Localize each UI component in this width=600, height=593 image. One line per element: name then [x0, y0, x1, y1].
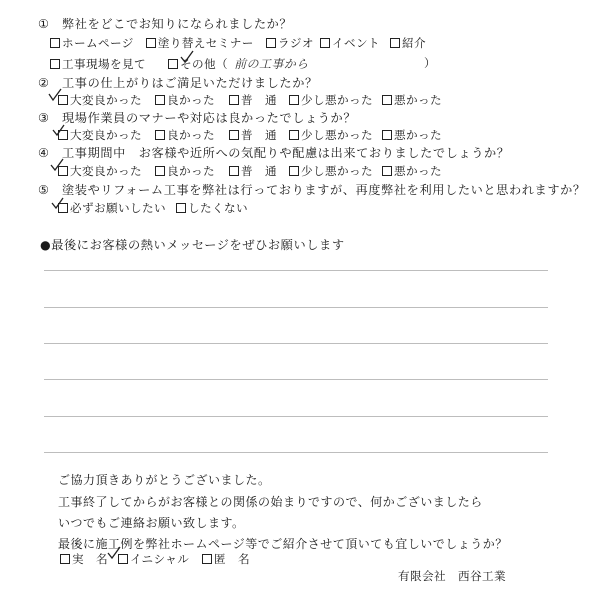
message-line[interactable] — [44, 452, 548, 453]
checkmark-icon — [50, 158, 64, 172]
checkbox-icon[interactable] — [60, 554, 70, 564]
closing-line-2: 工事終了してからがお客様との関係の始まりですので、何かございましたら — [58, 495, 483, 509]
checkmark-icon — [180, 50, 194, 64]
question-5 — [38, 181, 586, 198]
handwritten-answer: 前の工事から — [234, 57, 309, 71]
checkmark-icon — [51, 196, 65, 210]
message-line[interactable] — [44, 307, 548, 308]
closing-line-1: ご協力頂きありがとうございました。 — [58, 473, 271, 487]
option-good[interactable]: 良かった — [155, 92, 215, 108]
message-line[interactable] — [44, 343, 548, 344]
option-bad[interactable]: 悪かった — [382, 127, 442, 143]
question-number: ② — [38, 76, 50, 90]
checkbox-icon[interactable] — [320, 38, 330, 48]
option-definitely[interactable]: 必ずお願いしたい — [58, 200, 166, 216]
question-number: ① — [38, 17, 50, 31]
checkbox-icon[interactable] — [382, 95, 392, 105]
checkbox-icon[interactable] — [176, 203, 186, 213]
option-referral[interactable]: 紹介 — [390, 36, 426, 50]
checkbox-icon[interactable] — [50, 38, 60, 48]
question-text: 工事期間中 お客様や近所への気配りや配慮は出来ておりましたでしょうか？ — [62, 146, 510, 160]
message-line[interactable] — [44, 416, 548, 417]
option-very-good[interactable]: 大変良かった — [58, 92, 142, 108]
option-anonymous[interactable]: 匿 名 — [202, 551, 250, 567]
message-line[interactable] — [44, 270, 548, 271]
checkbox-icon[interactable] — [266, 38, 276, 48]
checkbox-icon[interactable] — [229, 166, 239, 176]
other-close-paren: ） — [424, 56, 436, 70]
option-seminar[interactable]: 塗り替えセミナー — [146, 36, 254, 50]
checkbox-icon[interactable] — [289, 130, 299, 140]
checkbox-icon[interactable] — [390, 38, 400, 48]
option-initials[interactable]: イニシャル — [118, 551, 189, 567]
option-very-good[interactable]: 大変良かった — [58, 127, 142, 143]
option-other[interactable]: その他（ — [168, 57, 228, 71]
option-average[interactable]: 普 通 — [229, 92, 277, 108]
question-text: 弊社をどこでお知りになられましたか？ — [62, 17, 293, 31]
checkbox-icon[interactable] — [168, 59, 178, 69]
checkmark-icon — [107, 546, 121, 560]
checkbox-icon[interactable] — [229, 130, 239, 140]
question-text: 工事の仕上がりはご満足いただけましたか？ — [62, 76, 318, 90]
option-site[interactable]: 工事現場を見て — [50, 57, 146, 71]
checkbox-icon[interactable] — [202, 554, 212, 564]
option-event[interactable]: イベント — [320, 36, 380, 50]
option-real-name[interactable]: 実 名 — [60, 551, 108, 567]
checkbox-icon[interactable] — [289, 95, 299, 105]
option-slightly-bad[interactable]: 少し悪かった — [289, 127, 373, 143]
option-good[interactable]: 良かった — [155, 163, 215, 179]
checkmark-icon — [52, 123, 66, 137]
question-3 — [38, 109, 356, 126]
option-slightly-bad[interactable]: 少し悪かった — [289, 163, 373, 179]
option-good[interactable]: 良かった — [155, 127, 215, 143]
question-number: ⑤ — [38, 183, 50, 197]
question-text: 塗装やリフォーム工事を弊社は行っておりますが、再度弊社を利用したいと思われますか？ — [62, 183, 586, 197]
checkbox-icon[interactable] — [50, 59, 60, 69]
option-not-wanted[interactable]: したくない — [176, 200, 248, 216]
question-2 — [38, 74, 318, 91]
option-average[interactable]: 普 通 — [229, 127, 277, 143]
question-number: ③ — [38, 111, 50, 125]
question-text: 現場作業員のマナーや対応は良かったでしょうか？ — [62, 111, 357, 125]
checkbox-icon[interactable] — [146, 38, 156, 48]
option-bad[interactable]: 悪かった — [382, 92, 442, 108]
checkbox-icon[interactable] — [382, 130, 392, 140]
question-1 — [38, 15, 292, 32]
checkbox-icon[interactable] — [155, 95, 165, 105]
option-homepage[interactable]: ホームページ — [50, 36, 134, 50]
option-average[interactable]: 普 通 — [229, 163, 277, 179]
question-4 — [38, 144, 510, 161]
company-name: 有限会社 西谷工業 — [398, 569, 506, 583]
option-bad[interactable]: 悪かった — [382, 163, 442, 179]
question-1-options-row1 — [50, 35, 426, 51]
closing-line-4: 最後に施工例を弊社ホームページ等でご紹介させて頂いても宜しいでしょうか？ — [58, 537, 508, 551]
message-heading: ●最後にお客様の熱いメッセージをぜひお願いします — [40, 238, 345, 252]
checkmark-icon — [48, 88, 62, 102]
checkbox-icon[interactable] — [289, 166, 299, 176]
option-radio[interactable]: ラジオ — [266, 36, 314, 50]
checkbox-icon[interactable] — [229, 95, 239, 105]
checkbox-icon[interactable] — [382, 166, 392, 176]
message-line[interactable] — [44, 379, 548, 380]
checkbox-icon[interactable] — [155, 130, 165, 140]
question-number: ④ — [38, 146, 50, 160]
option-slightly-bad[interactable]: 少し悪かった — [289, 92, 373, 108]
closing-line-3: いつでもご連絡お願い致します。 — [58, 516, 245, 530]
option-very-good[interactable]: 大変良かった — [58, 163, 142, 179]
checkbox-icon[interactable] — [155, 166, 165, 176]
